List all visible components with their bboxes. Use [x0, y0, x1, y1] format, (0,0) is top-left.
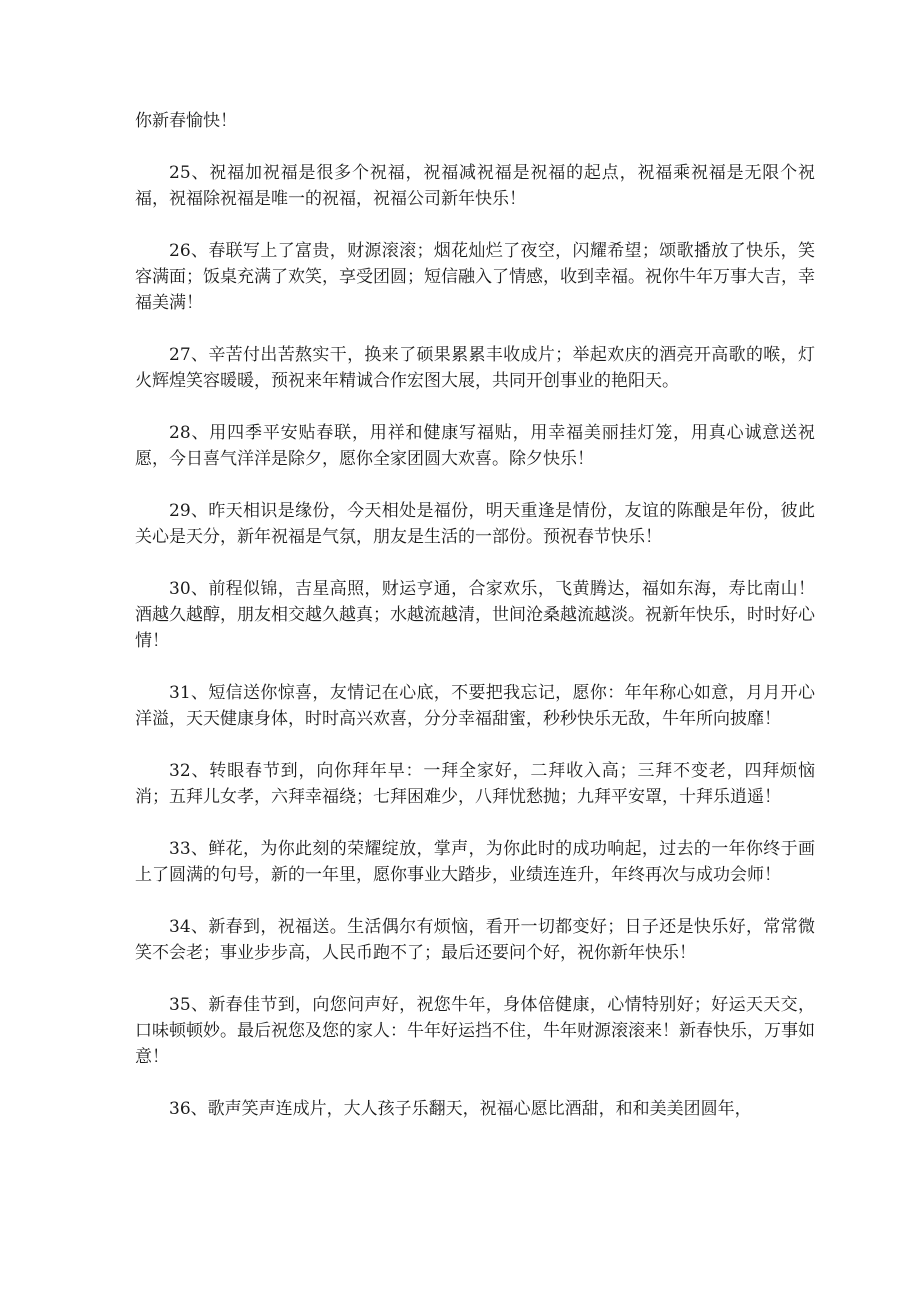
paragraph-26: 26、春联写上了富贵，财源滚滚；烟花灿烂了夜空，闪耀希望；颂歌播放了快乐，笑容满面；饭桌充满了欢笑，享受团圆；短信融入了情感，收到幸福。祝你牛年万事大吉，幸福美满！	[135, 241, 815, 313]
paragraph-25: 25、祝福加祝福是很多个祝福，祝福减祝福是祝福的起点，祝福乘祝福是无限个祝福，祝福除祝福是唯一的祝福，祝福公司新年快乐！	[135, 163, 815, 209]
paragraph-27: 27、辛苦付出苦熬实干，换来了硕果累累丰收成片；举起欢庆的酒亮开高歌的喉，灯火辉煌笑容暖暖，预祝来年精诚合作宏图大展，共同开创事业的艳阳天。	[135, 345, 815, 391]
paragraph-33: 33、鲜花，为你此刻的荣耀绽放，掌声，为你此时的成功响起，过去的一年你终于画上了圆满的句号，新的一年里，愿你事业大踏步，业绩连连升，年终再次与成功会师！	[135, 839, 815, 885]
paragraph-28: 28、用四季平安贴春联，用祥和健康写福贴，用幸福美丽挂灯笼，用真心诚意送祝愿，今日喜气洋洋是除夕，愿你全家团圆大欢喜。除夕快乐！	[135, 423, 815, 469]
document-body	[135, 108, 815, 1148]
continuation-text: 你新春愉快！	[135, 111, 237, 131]
paragraph-29: 29、昨天相识是缘份，今天相处是福份，明天重逢是情份，友谊的陈酿是年份，彼此关心是天分，新年祝福是气氛，朋友是生活的一部份。预祝春节快乐！	[135, 501, 815, 547]
paragraph-32: 32、转眼春节到，向你拜年早：一拜全家好，二拜收入高；三拜不变老，四拜烦恼消；五拜儿女孝，六拜幸福绕；七拜困难少，八拜忧愁抛；九拜平安罩，十拜乐逍遥！	[135, 761, 815, 807]
paragraph-34: 34、新春到，祝福送。生活偶尔有烦恼，看开一切都变好；日子还是快乐好，常常微笑不会老；事业步步高，人民币跑不了；最后还要问个好，祝你新年快乐！	[135, 917, 815, 963]
paragraph-30: 30、前程似锦，吉星高照，财运亨通，合家欢乐，飞黄腾达，福如东海，寿比南山！酒越久越醇，朋友相交越久越真；水越流越清，世间沧桑越流越淡。祝新年快乐，时时好心情！	[135, 579, 815, 651]
paragraph-36: 36、歌声笑声连成片，大人孩子乐翻天，祝福心愿比酒甜，和和美美团圆年，	[169, 1099, 752, 1119]
paragraph-31: 31、短信送你惊喜，友情记在心底，不要把我忘记，愿你：年年称心如意，月月开心洋溢，天天健康身体，时时高兴欢喜，分分幸福甜蜜，秒秒快乐无敌，牛年所向披靡！	[135, 683, 815, 729]
paragraph-35: 35、新春佳节到，向您问声好，祝您牛年，身体倍健康，心情特别好；好运天天交，口味顿顿妙。最后祝您及您的家人：牛年好运挡不住，牛年财源滚滚来！新春快乐，万事如意！	[135, 995, 815, 1067]
